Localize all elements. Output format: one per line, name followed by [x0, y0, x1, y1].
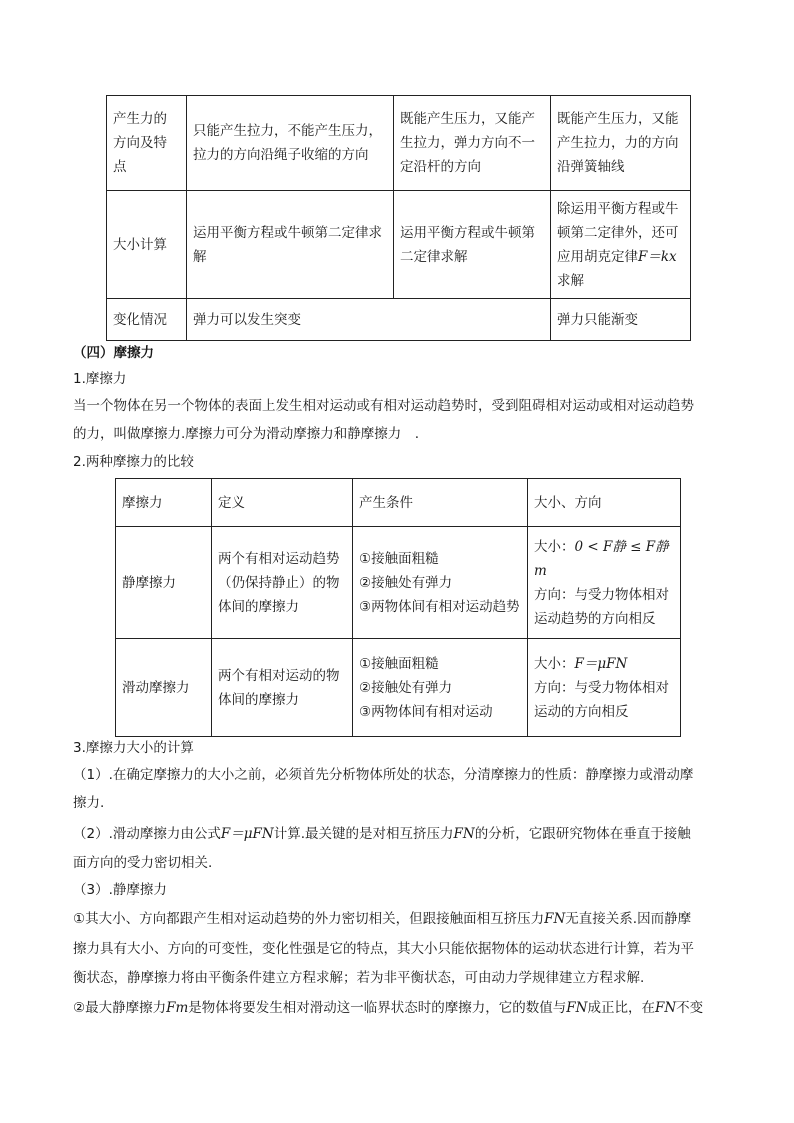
table-cell [551, 191, 691, 299]
normal-force-symbol: FN [453, 826, 475, 842]
paragraph-line: 面方向的受力密切相关. [73, 855, 213, 871]
section-heading: （四）摩擦力 [73, 345, 154, 361]
condition-item: ②接触处有弹力 [359, 574, 453, 591]
paragraph-line: 擦力. [73, 795, 105, 811]
paragraph-line [73, 998, 703, 1018]
condition-item: ③两物体间有相对运动趋势 [359, 598, 520, 615]
cell-text: 求解 [557, 272, 584, 289]
table-cell: 只能产生拉力，不能产生压力，拉力的方向沿绳子收缩的方向 [187, 96, 394, 191]
paragraph-line: 衡状态，静摩擦力将由平衡条件建立方程求解；若为非平衡状态，可由动力学规律建立方程求解. [73, 970, 645, 986]
table-cell: 两个有相对运动的物体间的摩擦力 [212, 639, 353, 737]
paragraph-line: 擦力具有大小、方向的可变性，变化性强是它的特点，其大小只能依据物体的运动状态进行计算，若为平 [73, 941, 694, 957]
sliding-friction-formula: F＝μFN [574, 655, 628, 672]
normal-force-symbol: FN [544, 911, 566, 927]
table-cell [528, 527, 681, 639]
table-row [116, 527, 681, 639]
size-label: 大小： [534, 655, 575, 672]
table-cell: 既能产生压力，又能产生拉力，力的方向沿弹簧轴线 [551, 96, 691, 191]
item-heading: 3.摩擦力大小的计算 [73, 740, 194, 756]
table-cell: 运用平衡方程或牛顿第二定律求解 [394, 191, 551, 299]
row-label: 大小计算 [107, 191, 187, 299]
table-cell: 两个有相对运动趋势（仍保持静止）的物体间的摩擦力 [212, 527, 353, 639]
table-header-row [116, 479, 681, 527]
sliding-friction-formula: F＝μFN [220, 826, 274, 842]
size-line [534, 535, 674, 583]
paragraph-line [73, 909, 691, 929]
direction-text: 方向：与受力物体相对运动趋势的方向相反 [534, 586, 669, 627]
row-label: 变化情况 [107, 299, 187, 341]
column-header: 摩擦力 [116, 479, 212, 527]
condition-item: ②接触处有弹力 [359, 679, 453, 696]
size-line [534, 652, 674, 676]
cell-text: 除运用平衡方程或牛顿第二定律外，还可应用胡克定律 [557, 200, 679, 265]
condition-item: ①接触面粗糙 [359, 655, 439, 672]
column-header: 产生条件 [353, 479, 528, 527]
paragraph-line: （1）.在确定摩擦力的大小之前，必须首先分析物体所处的状态，分清摩擦力的性质：静摩擦力或滑动摩 [73, 767, 694, 783]
row-label: 滑动摩擦力 [116, 639, 212, 737]
text-run: 无直接关系.因而静摩 [565, 911, 692, 927]
table-row [107, 96, 691, 191]
table-cell: 弹力只能渐变 [551, 299, 691, 341]
hooke-formula: F＝kx [638, 248, 677, 265]
item-heading: 1.摩擦力 [73, 371, 127, 387]
condition-item: ①接触面粗糙 [359, 550, 439, 567]
text-run: ①其大小、方向都跟产生相对运动趋势的外力密切相关，但跟接触面相互挤压力 [73, 911, 545, 927]
text-run: 的分析，它跟研究物体在垂直于接触 [474, 826, 691, 842]
static-friction-formula: 0 < F静 ≤ F静m [534, 538, 669, 579]
direction-text: 方向：与受力物体相对运动的方向相反 [534, 679, 669, 720]
row-label: 静摩擦力 [116, 527, 212, 639]
column-header: 大小、方向 [528, 479, 681, 527]
max-static-friction-symbol: Fm [166, 1000, 189, 1016]
text-run: 是物体将要发生相对滑动这一临界状态时的摩擦力，它的数值与 [188, 1000, 567, 1016]
paragraph-line: 当一个物体在另一个物体的表面上发生相对运动或有相对运动趋势时，受到阻碍相对运动或相对运动趋势 [73, 398, 694, 414]
paragraph-line: 的力，叫做摩擦力.摩擦力可分为滑动摩擦力和静摩擦力 . [73, 426, 420, 442]
item-heading: 2.两种摩擦力的比较 [73, 454, 194, 470]
size-label: 大小： [534, 538, 575, 555]
text-run: 不变 [676, 1000, 704, 1016]
text-run: ②最大静摩擦力 [73, 1000, 167, 1016]
paragraph-line [73, 824, 691, 844]
table-cell [528, 639, 681, 737]
table-row [107, 191, 691, 299]
normal-force-symbol: FN [654, 1000, 677, 1016]
text-run: 成正比，在 [587, 1000, 655, 1016]
column-header: 定义 [212, 479, 353, 527]
sub-heading: （3）.静摩擦力 [73, 882, 167, 898]
table-row [107, 299, 691, 341]
friction-comparison-table [115, 478, 681, 737]
table-row [116, 639, 681, 737]
table-cell [353, 527, 528, 639]
elastic-force-table [106, 95, 691, 341]
table-cell: 运用平衡方程或牛顿第二定律求解 [187, 191, 394, 299]
table-cell [353, 639, 528, 737]
text-run: 计算.最关键的是对相互挤压力 [273, 826, 454, 842]
table-cell: 弹力可以发生突变 [187, 299, 551, 341]
condition-item: ③两物体间有相对运动 [359, 703, 493, 720]
row-label: 产生力的方向及特点 [107, 96, 187, 191]
normal-force-symbol: FN [566, 1000, 588, 1016]
text-run: （2）.滑动摩擦力由公式 [73, 826, 221, 842]
table-cell: 既能产生压力，又能产生拉力，弹力方向不一定沿杆的方向 [394, 96, 551, 191]
